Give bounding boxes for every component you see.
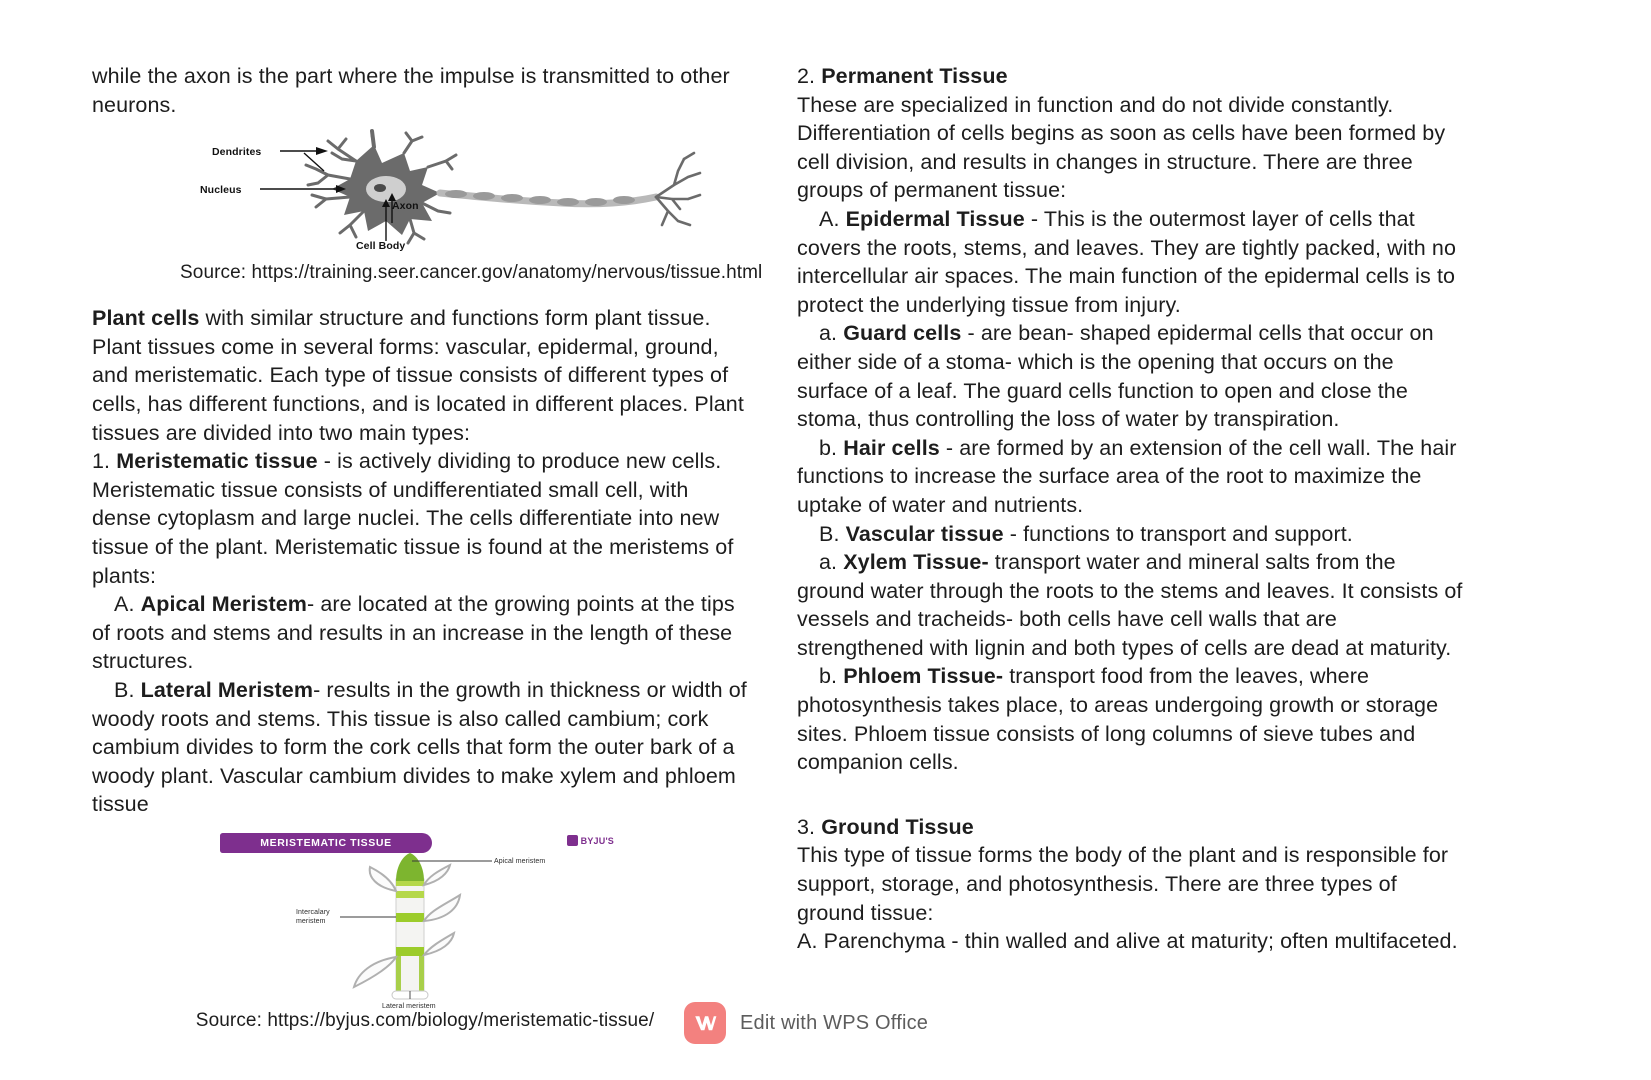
neuron-figure xyxy=(92,137,752,255)
label-intercalary-line1: Intercalary xyxy=(296,908,330,916)
meristem-banner-title: MERISTEMATIC TISSUE xyxy=(220,833,432,853)
guard-letter: a. xyxy=(819,321,844,346)
permanent-tissue-heading xyxy=(797,62,1469,91)
vascular-letter: B. xyxy=(819,521,846,546)
lateral-bold: Lateral Meristem xyxy=(140,677,314,702)
apical-bold: Apical Meristem xyxy=(140,592,307,617)
apical-meristem-paragraph xyxy=(92,590,752,676)
permanent-tissue-paragraph: These are specialized in function and do not divide constantly. Differentiation of cells begins as soon as cells have been formed by cell division, and results in changes in structure. There are three groups of permanent tissue: xyxy=(797,92,1446,203)
hair-cells-paragraph xyxy=(797,434,1469,520)
guard-cells-paragraph xyxy=(797,319,1469,433)
meristematic-tissue-diagram-icon xyxy=(200,851,620,1010)
xylem-bold: Xylem Tissue- xyxy=(843,550,989,575)
vascular-bold: Vascular tissue xyxy=(845,521,1004,546)
apical-letter: A. xyxy=(114,592,141,617)
meristematic-rest: - is actively dividing to produce new cells. Meristematic tissue consists of undifferentiated small cell, with dense cytoplasm and large nuclei. The cells differentiate into new tissue of the plant. Meristematic tissue is found at the meristems of plants: xyxy=(92,449,734,588)
phloem-bold: Phloem Tissue- xyxy=(843,664,1004,689)
epidermal-bold: Epidermal Tissue xyxy=(845,206,1025,231)
epidermal-rest: - This is the outermost layer of cells that covers the roots, stems, and leaves. They are tightly packed, with no intercellular air spaces. The main function of the epidermal cells is to protect the underlying tissue from injury. xyxy=(797,206,1456,317)
hair-rest: - are formed by an extension of the cell wall. The hair functions to increase the surface area of the root to maximize the uptake of water and nutrients. xyxy=(797,435,1457,517)
meristematic-number: 1. xyxy=(92,449,117,474)
svg-text:Nucleus: Nucleus xyxy=(200,184,242,197)
wps-watermark-label: Edit with WPS Office xyxy=(740,1011,929,1034)
left-column xyxy=(92,62,763,1033)
ground-heading-text: Ground Tissue xyxy=(821,814,974,839)
apical-rest: - are located at the growing points at the tips of roots and stems and results in an increase in the length of these structures. xyxy=(92,592,735,674)
meristem-figure xyxy=(200,829,620,1010)
phloem-tissue-paragraph xyxy=(797,662,1469,776)
plant-cells-rest: with similar structure and functions form plant tissue. xyxy=(199,306,711,331)
byjus-wordmark: BYJU'S xyxy=(580,835,614,846)
guard-rest: - are bean- shaped epidermal cells that occur on either side of a stoma- which is the opening that occurs on the surface of a leaf. The guard cells function to open and close the stoma, thus controlling the loss of water by transpiration. xyxy=(797,321,1434,432)
epidermal-letter: A. xyxy=(819,206,846,231)
svg-text:Axon: Axon xyxy=(392,200,419,213)
right-column xyxy=(797,62,1469,956)
parenchyma-paragraph: A. Parenchyma - thin walled and alive at maturity; often multifaceted. xyxy=(797,929,1458,954)
vascular-rest: - functions to transport and support. xyxy=(1003,521,1353,546)
phloem-rest: transport food from the leaves, where photosynthesis takes place, to areas undergoing growth or storage sites. Phloem tissue consists of long columns of sieve tubes and companion cells. xyxy=(797,664,1439,775)
meristematic-bold: Meristematic tissue xyxy=(116,449,318,474)
permanent-number: 2. xyxy=(797,64,822,88)
neuron-source-caption: Source: https://training.seer.cancer.gov/anatomy/nervous/tissue.html xyxy=(180,262,763,284)
ground-number: 3. xyxy=(797,814,822,839)
lateral-letter: B. xyxy=(114,677,141,702)
hair-letter: b. xyxy=(819,435,844,460)
svg-text:Cell Body: Cell Body xyxy=(356,240,406,253)
guard-bold: Guard cells xyxy=(843,321,962,346)
xylem-tissue-paragraph xyxy=(797,548,1469,662)
hair-bold: Hair cells xyxy=(843,435,940,460)
label-intercalary-line2: meristem xyxy=(296,917,326,925)
xylem-letter: a. xyxy=(819,550,844,575)
plant-cells-paragraph xyxy=(92,304,752,333)
label-apical-meristem: Apical meristem xyxy=(494,857,546,865)
meristem-source-caption: Source: https://byjus.com/biology/meristematic-tissue/ xyxy=(195,1009,655,1031)
svg-text:Dendrites: Dendrites xyxy=(212,146,262,159)
label-lateral-meristem: Lateral meristem xyxy=(382,1002,436,1010)
wps-office-watermark[interactable] xyxy=(684,1002,928,1044)
permanent-heading-text: Permanent Tissue xyxy=(821,64,1008,88)
plant-cells-lead: Plant cells xyxy=(92,306,200,331)
lateral-meristem-paragraph xyxy=(92,676,752,819)
plant-tissues-paragraph: Plant tissues come in several forms: vascular, epidermal, ground, and meristematic. Each type of tissue consists of different types of cells, has different functions, and is located in different places. Plant tissues are divided into two main types: xyxy=(92,334,744,445)
wps-logo-icon xyxy=(684,1002,726,1044)
ground-tissue-paragraph: This type of tissue forms the body of the plant and is responsible for support, storage, and photosynthesis. There are three types of ground tissue: xyxy=(797,843,1449,925)
xylem-rest: transport water and mineral salts from the ground water through the roots to the stems and leaves. It consists of vessels and tracheids- both cells have cell walls that are strengthened with lignin and both types of cells are dead at maturity. xyxy=(797,550,1463,660)
epidermal-tissue-paragraph xyxy=(797,205,1469,319)
byjus-mark-icon xyxy=(567,835,578,846)
byjus-logo xyxy=(567,833,614,849)
lateral-rest: - results in the growth in thickness or width of woody roots and stems. This tissue is also called cambium; cork cambium divides to form the cork cells that form the outer bark of a woody plant. Vascular cambium divides to make xylem and phloem tissue xyxy=(92,677,747,817)
intro-paragraph: while the axon is the part where the impulse is transmitted to other neurons. xyxy=(92,64,730,117)
vascular-tissue-paragraph xyxy=(797,520,1469,549)
phloem-letter: b. xyxy=(819,664,844,689)
meristematic-tissue-paragraph xyxy=(92,447,752,590)
ground-tissue-heading xyxy=(797,813,1469,842)
neuron-diagram-icon xyxy=(160,137,705,253)
